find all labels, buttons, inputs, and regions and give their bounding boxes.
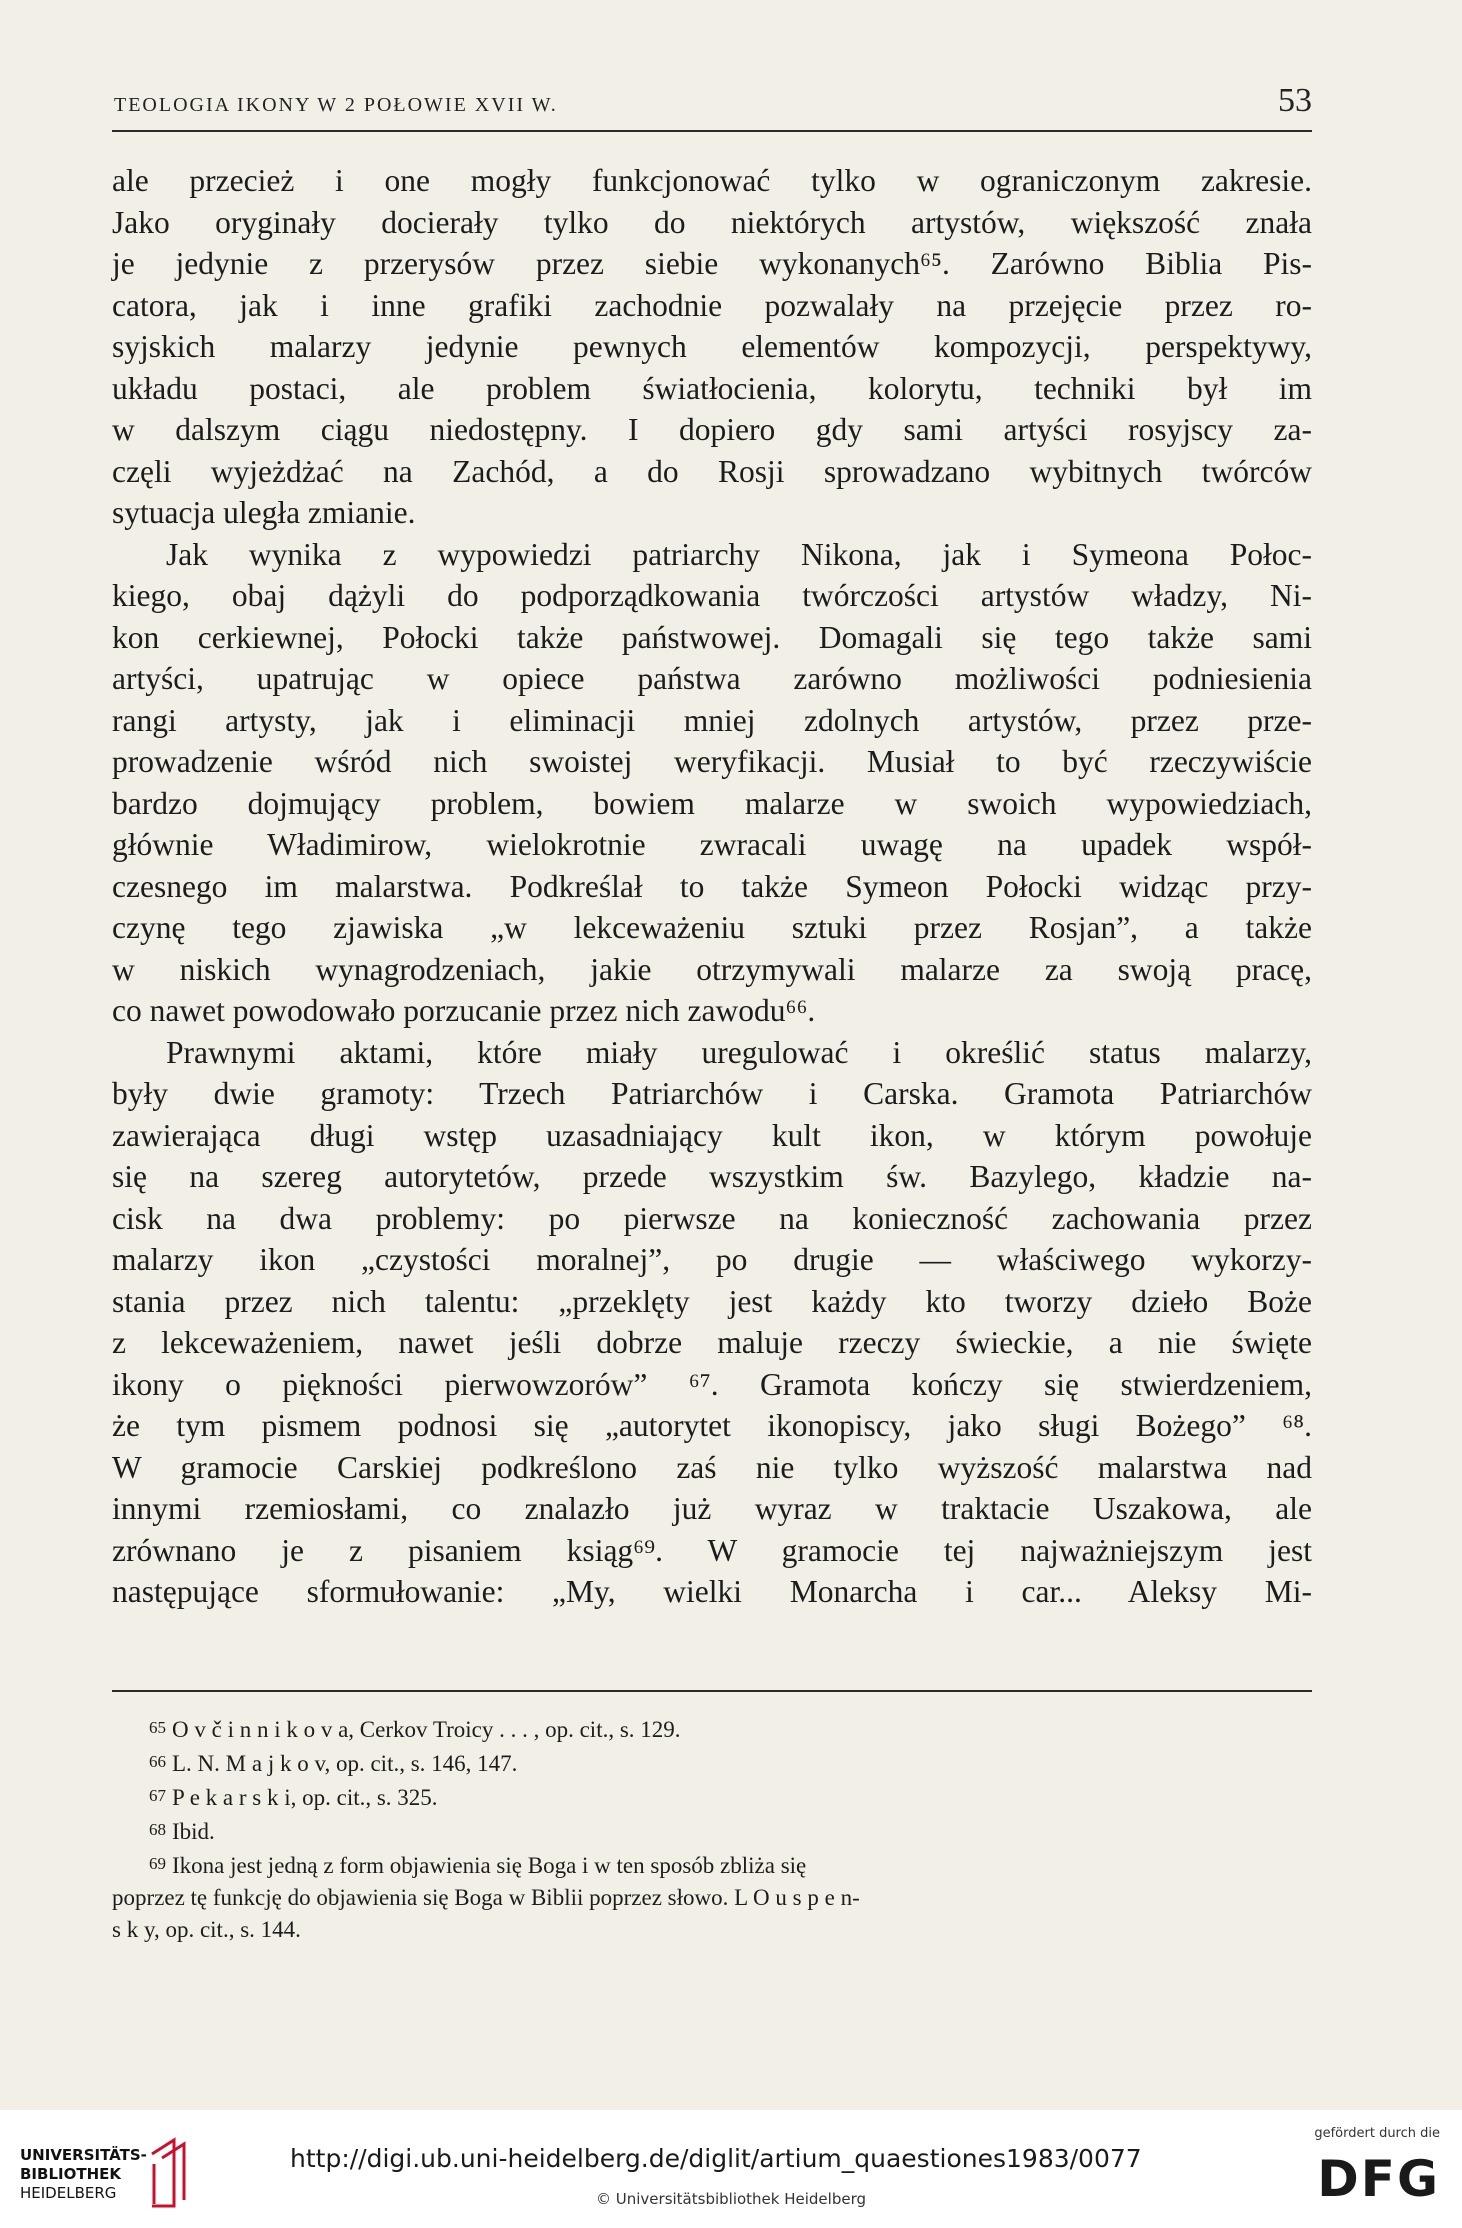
running-title: TEOLOGIA IKONY W 2 POŁOWIE XVII W.	[114, 94, 558, 116]
body-line: następujące sformułowanie: „My, wielki Monarcha i car... Aleksy Mi-	[112, 1574, 1312, 1609]
body-line: częli wyjeżdżać na Zachód, a do Rosji sprowadzano wybitnych twórców	[112, 453, 1312, 489]
body-line: w niskich wynagrodzeniach, jakie otrzymywali malarze za swoją pracę,	[112, 951, 1312, 987]
body-line: W gramocie Carskiej podkreślono zaś nie tylko wyższość malarstwa nad	[112, 1449, 1312, 1485]
body-line: kon cerkiewnej, Połocki także państwowej. Domagali się tego także sami	[112, 619, 1312, 655]
running-head	[112, 82, 1312, 132]
body-line: były dwie gramoty: Trzech Patriarchów i Carska. Gramota Patriarchów	[112, 1076, 1312, 1111]
page-number: 53	[1278, 82, 1312, 119]
footnote	[112, 1848, 1312, 1882]
footnote-continuation: s k y, op. cit., s. 144.	[112, 1917, 301, 1942]
logo-line: UNIVERSITÄTS-	[20, 2146, 147, 2164]
body-line: artyści, upatrując w opiece państwa zarówno możliwości podniesienia	[112, 661, 1312, 696]
body-line: że tym pismem podnosi się „autorytet ikonopiscy, jako sługi Bożego” ⁶⁸.	[112, 1408, 1312, 1443]
body-line: stania przez nich talentu: „przeklęty jest każdy kto tworzy dzieło Boże	[112, 1283, 1312, 1319]
logo-line: HEIDELBERG	[20, 2184, 117, 2202]
footnote-number: 68	[149, 1820, 166, 1839]
body-line: syjskich malarzy jedynie pewnych elementów kompozycji, perspektywy,	[112, 329, 1312, 364]
footnote-number: 66	[149, 1752, 166, 1771]
footnote-continuation: poprzez tę funkcję do objawienia się Boga w Biblii poprzez słowo. L O u s p e n-	[112, 1885, 860, 1910]
body-line: czesnego im malarstwa. Podkreślał to także Symeon Połocki widząc przy-	[112, 868, 1312, 904]
footnote-text: P e k a r s k i, op. cit., s. 325.	[172, 1785, 438, 1810]
footnote-number: 67	[149, 1786, 166, 1805]
body-line: rangi artysty, jak i eliminacji mniej zdolnych artystów, przez prze-	[112, 702, 1312, 738]
funded-by-label: gefördert durch die	[1314, 2126, 1440, 2141]
ub-logo-mark-icon	[148, 2134, 194, 2210]
footnote-text: L. N. M a j k o v, op. cit., s. 146, 147.	[172, 1751, 518, 1776]
body-line: Prawnymi aktami, które miały uregulować i określić status malarzy,	[166, 1034, 1312, 1070]
footnote	[112, 1712, 1312, 1746]
body-text	[112, 160, 1312, 1613]
footnote-number: 69	[149, 1854, 166, 1873]
footnote-text: Ibid.	[172, 1819, 215, 1844]
body-line: układu postaci, ale problem światłocienia, kolorytu, techniki był im	[112, 370, 1312, 406]
footnotes	[112, 1712, 1312, 1946]
body-line: ikony o piękności pierwowzorów” ⁶⁷. Gramota kończy się stwierdzeniem,	[112, 1366, 1312, 1402]
footnote-text: O v č i n n i k o v a, Cerkov Troicy . . . , op. cit., s. 129.	[172, 1717, 681, 1742]
body-line: się na szereg autorytetów, przede wszystkim św. Bazylego, kładzie na-	[112, 1159, 1312, 1194]
body-line: w dalszym ciągu niedostępny. I dopiero gdy sami artyści rosyjscy za-	[112, 412, 1312, 447]
body-line: kiego, obaj dążyli do podporządkowania twórczości artystów władzy, Ni-	[112, 578, 1312, 613]
body-line: sytuacja uległa zmianie.	[112, 495, 416, 530]
body-line: czynę tego zjawiska „w lekceważeniu sztuki przez Rosjan”, a także	[112, 910, 1312, 945]
body-line: malarzy ikon „czystości moralnej”, po drugie — właściwego wykorzy-	[112, 1242, 1312, 1277]
body-line: głównie Władimirow, wielokrotnie zwracali uwagę na upadek współ-	[112, 827, 1312, 862]
footnote	[112, 1746, 1312, 1780]
body-line: cisk na dwa problemy: po pierwsze na konieczność zachowania przez	[112, 1200, 1312, 1236]
body-line: prowadzenie wśród nich swoistej weryfikacji. Musiał to być rzeczywiście	[112, 744, 1312, 779]
footer-bar	[0, 2110, 1462, 2228]
body-line: zawierająca długi wstęp uzasadniający kult ikon, w którym powołuje	[112, 1117, 1312, 1153]
body-line: bardzo dojmujący problem, bowiem malarze w swoich wypowiedziach,	[112, 785, 1312, 821]
body-line: co nawet powodowało porzucanie przez nich zawodu⁶⁶.	[112, 993, 816, 1028]
ub-heidelberg-logo[interactable]	[20, 2146, 147, 2203]
body-line: zrównano je z pisaniem ksiąg⁶⁹. W gramocie tej najważniejszym jest	[112, 1532, 1312, 1568]
body-line: ale przecież i one mogły funkcjonować tylko w ograniczonym zakresie.	[112, 163, 1312, 198]
permalink-url[interactable]: http://digi.ub.uni-heidelberg.de/diglit/artium_quaestiones1983/0077	[290, 2144, 1142, 2173]
footnote-text: Ikona jest jedną z form objawienia się Boga i w ten sposób zbliża się	[172, 1853, 807, 1878]
footnote	[112, 1814, 1312, 1848]
body-line: z lekceważeniem, nawet jeśli dobrze maluje rzeczy świeckie, a nie święte	[112, 1325, 1312, 1360]
footnotes-divider	[112, 1690, 1312, 1692]
dfg-logo[interactable]: DFG	[1317, 2150, 1440, 2208]
footnote	[112, 1780, 1312, 1814]
body-line: je jedynie z przerysów przez siebie wykonanych⁶⁵. Zarówno Biblia Pis-	[112, 246, 1312, 281]
footnote-number: 65	[149, 1718, 166, 1737]
logo-line: BIBLIOTHEK	[20, 2165, 121, 2183]
body-line: Jako oryginały docierały tylko do niektórych artystów, większość znała	[112, 204, 1312, 240]
body-line: catora, jak i inne grafiki zachodnie pozwalały na przejęcie przez ro-	[112, 287, 1312, 323]
body-line: innymi rzemiosłami, co znalazło już wyraz w traktacie Uszakowa, ale	[112, 1491, 1312, 1526]
copyright-notice: © Universitätsbibliothek Heidelberg	[596, 2190, 867, 2208]
body-line: Jak wynika z wypowiedzi patriarchy Nikona, jak i Symeona Połoc-	[166, 536, 1312, 572]
